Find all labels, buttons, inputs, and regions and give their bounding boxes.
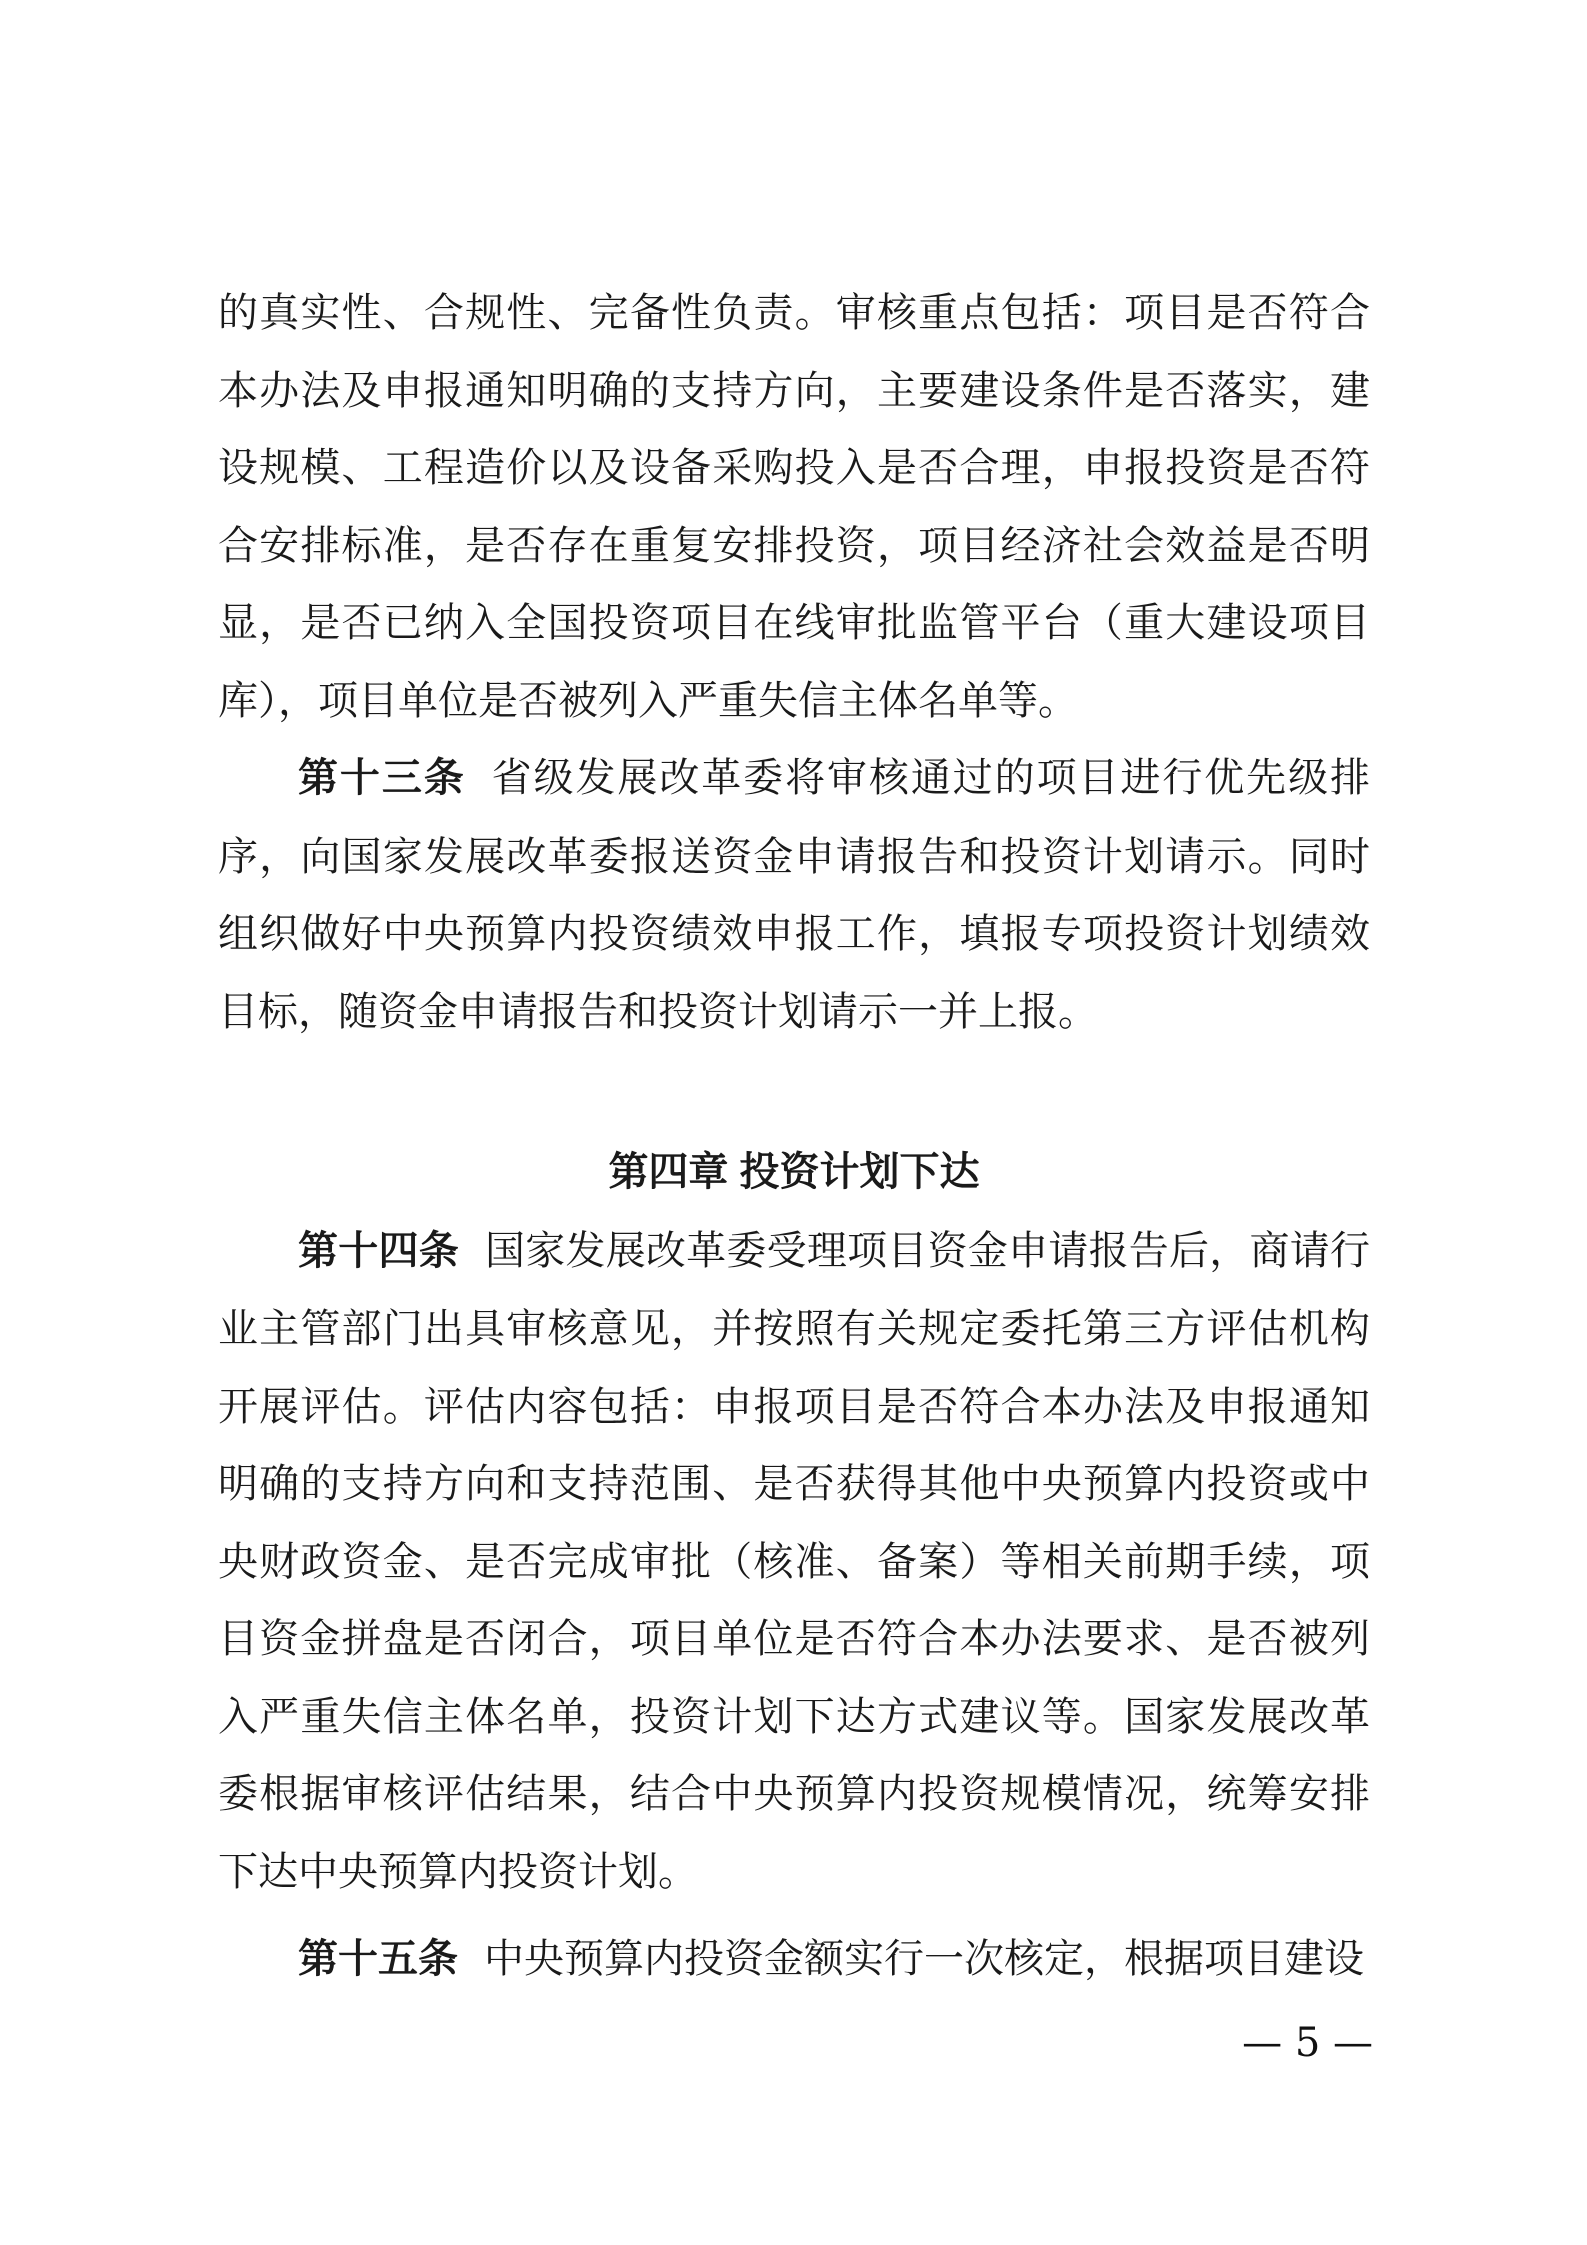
page-number: — 5 — [1242, 2020, 1373, 2066]
paragraph [218, 1212, 1370, 1911]
paragraph-text: 省级发展改革委将审核通过的项目进行优先级排序，向国家发展改革委报送资金申请报告和投资计划请示。同时组织做好中央预算内投资绩效申报工作，填报专项投资计划绩效目标，随资金申请报告和投资计划请示一并上报。 [218, 755, 1371, 1034]
paragraph-text: 中央预算内投资金额实行一次核定，根据项目建设 [484, 1936, 1364, 1981]
paragraph [218, 1920, 1370, 1999]
article-number-label: 第十三条 [298, 756, 466, 800]
article-number-label: 第十四条 [298, 1228, 459, 1273]
paragraph [218, 274, 1370, 739]
document-body [218, 274, 1370, 1999]
paragraph-text: 国家发展改革委受理项目资金申请报告后，商请行业主管部门出具审核意见，并按照有关规定委托第三方评估机构开展评估。评估内容包括：申报项目是否符合本办法及申报通知明确的支持方向和支持范围、是否获得其他中央预算内投资或中央财政资金、是否完成审批（核准、备案）等相关前期手续，项目资金拼盘是否闭合，项目单位是否符合本办法要求、是否被列入严重失信主体名单，投资计划下达方式建议等。国家发展改革委根据审核评估结果，结合中央预算内投资规模情况，统筹安排下达中央预算内投资计划。 [218, 1227, 1371, 1894]
article-number-label: 第十五条 [298, 1937, 458, 1981]
paragraph-text: 的真实性、合规性、完备性负责。审核重点包括：项目是否符合本办法及申报通知明确的支持方向，主要建设条件是否落实，建设规模、工程造价以及设备采购投入是否合理，申报投资是否符合安排标准，是否存在重复安排投资，项目经济社会效益是否明显，是否已纳入全国投资项目在线审批监管平台（重大建设项目库），项目单位是否被列入严重失信主体名单等。 [218, 290, 1370, 723]
paragraph [218, 739, 1370, 1050]
chapter-heading: 第四章 投资计划下达 [608, 1150, 980, 1194]
